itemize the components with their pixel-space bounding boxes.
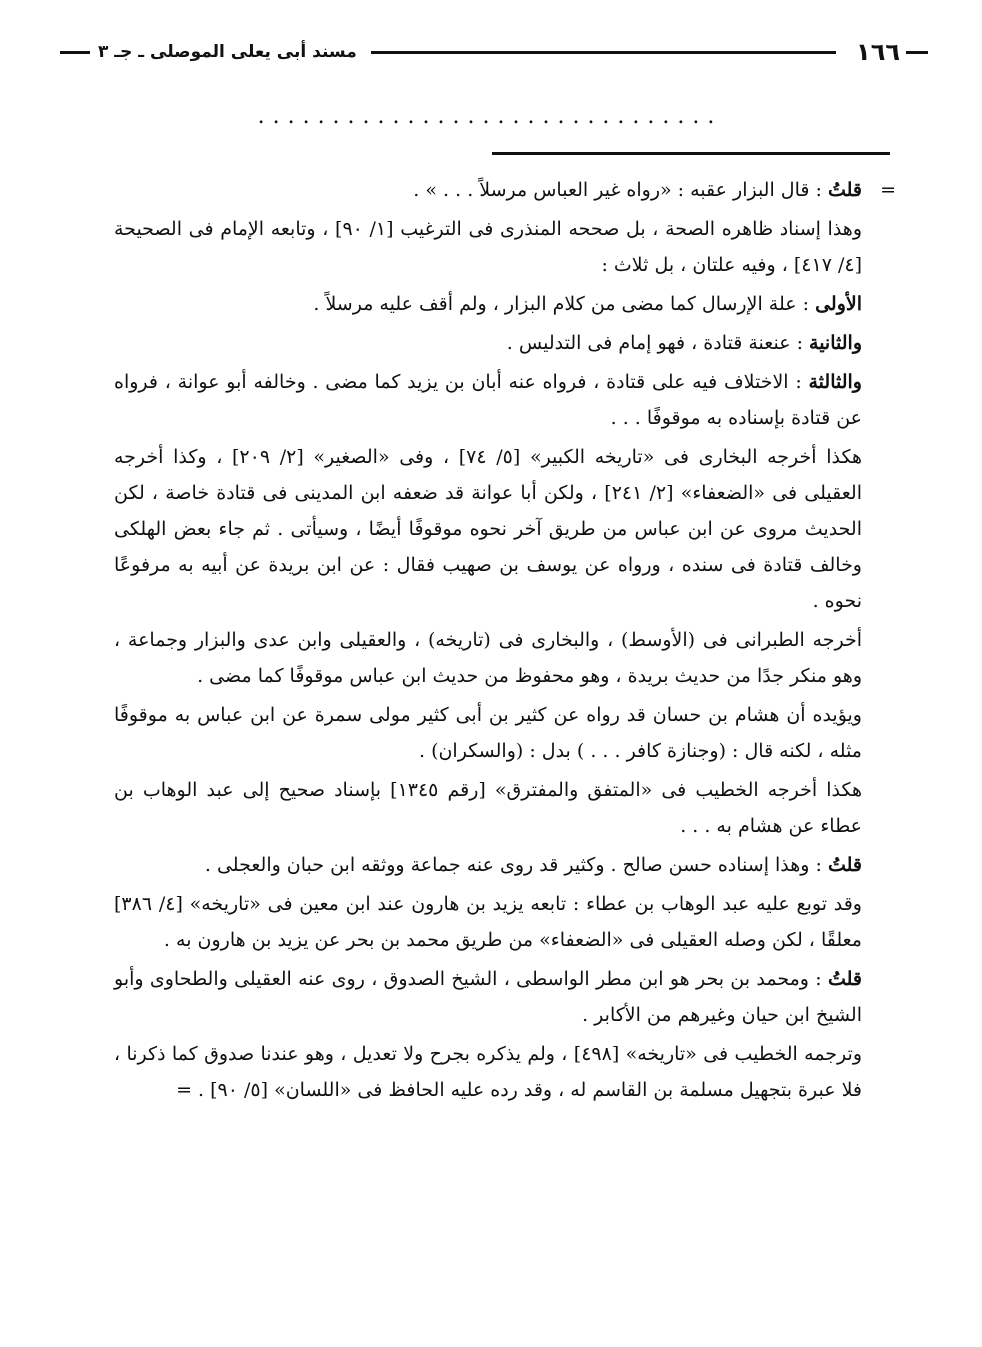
paragraph-text: : الاختلاف فيه على قتادة ، فرواه عنه أبان بن يزيد كما مضى . وخالفه أبو عوانة ، فرواه عن قتادة بإسناده به موقوفًا . . . <box>114 371 862 429</box>
page-header <box>60 34 928 70</box>
paragraph-text: : علة الإرسال كما مضى من كلام البزار ، ولم أقف عليه مرسلاً . <box>313 293 810 315</box>
paragraph-text: وهذا إسناد ظاهره الصحة ، بل صححه المنذرى فى الترغيب [١/ ٩٠] ، وتابعه الإمام فى الصحيحة [٤/ ٤١٧] ، وفيه علتان ، بل ثلاث : <box>114 218 863 276</box>
paragraph-text: : ومحمد بن بحر هو ابن مطر الواسطى ، الشيخ الصدوق ، روى عنه العقيلى والطحاوى وأبو الشيخ ابن حيان وغيرهم من الأكابر . <box>114 968 862 1026</box>
paragraph-lead: والثانية <box>809 332 862 354</box>
paragraph-text: : عنعنة قتادة ، فهو إمام فى التدليس . <box>506 332 803 354</box>
running-title: مسند أبى يعلى الموصلى ـ جـ ٣ <box>98 42 357 62</box>
header-dash-lead <box>906 51 928 54</box>
paragraph-text: هكذا أخرجه الخطيب فى «المتفق والمفترق» [رقم ١٣٤٥] بإسناد صحيح إلى عبد الوهاب بن عطاء عن هشام به . . . <box>114 779 862 837</box>
paragraph <box>114 1036 862 1108</box>
paragraph-text: هكذا أخرجه البخارى فى «تاريخه الكبير» [٥/ ٧٤] ، وفى «الصغير» [٢/ ٢٠٩] ، وكذا أخرجه العقيلى فى «الضعفاء» [٢/ ٢٤١] ، ولكن أبا عوانة قد ضعفه ابن المدينى فى قتادة خاصة ، لكن الحديث مروى عن ابن عباس من طريق آخر نحوه موقوفًا أيضًا ، وسيأتى . ثم جاء بعض الهلكى وخالف قتادة فى سنده ، ورواه عن يوسف بن صهيب فقال : عن ابن بريدة عن أبيه به مرفوعًا نحوه . <box>114 446 862 612</box>
paragraph-lead: والثالثة <box>808 371 862 393</box>
header-rule <box>371 51 836 54</box>
paragraph <box>114 886 862 958</box>
page-number: ١٦٦ <box>856 38 900 66</box>
footnote-separator <box>492 152 890 155</box>
paragraph <box>114 961 862 1033</box>
paragraph <box>114 847 862 883</box>
paragraph <box>114 286 862 322</box>
paragraph <box>114 211 862 283</box>
paragraph-lead: قلتُ <box>827 854 862 876</box>
paragraph <box>114 172 896 208</box>
footnote-body <box>114 172 896 1111</box>
paragraph <box>114 772 862 844</box>
header-dash-tail <box>60 51 90 54</box>
paragraph-text: أخرجه الطبرانى فى (الأوسط) ، والبخارى فى (تاريخه) ، والعقيلى وابن عدى والبزار وجماعة ، وهو منكر جدًا من حديث بريدة ، وهو محفوظ من حديث ابن عباس موقوفًا كما مضى . <box>114 629 862 687</box>
paragraph-lead: قلتُ <box>827 968 862 990</box>
paragraph-text: : وهذا إسناده حسن صالح . وكثير قد روى عنه جماعة ووثقه ابن حبان والعجلى . <box>204 854 822 876</box>
paragraph-text: : قال البزار عقبه : «رواه غير العباس مرسلاً . . . » . <box>413 179 822 201</box>
paragraph <box>114 622 862 694</box>
paragraph-text: وترجمه الخطيب فى «تاريخه» [٤٩٨] ، ولم يذكره بجرح ولا تعديل ، وهو عندنا صدوق كما ذكرنا ، فلا عبرة بتجهيل مسلمة بن القاسم له ، وقد رده عليه الحافظ فى «اللسان» [٥/ ٩٠] . = <box>114 1043 862 1101</box>
continuation-mark: = <box>880 179 896 201</box>
paragraph <box>114 697 862 769</box>
paragraph <box>114 439 862 619</box>
paragraph <box>114 325 862 361</box>
paragraph-lead: قلتُ <box>827 179 862 201</box>
paragraph-lead: الأولى <box>815 293 862 315</box>
paragraph-text: وقد توبع عليه عبد الوهاب بن عطاء : تابعه يزيد بن هارون عند ابن معين فى «تاريخه» [٤/ ٣٨٦] معلقًا ، لكن وصله العقيلى فى «الضعفاء» من طريق محمد بن بحر عن يزيد بن هارون به . <box>114 893 862 951</box>
paragraph <box>114 364 862 436</box>
omission-dots: ............................... <box>257 104 723 129</box>
paragraph-text: ويؤيده أن هشام بن حسان قد رواه عن كثير بن أبى كثير مولى سمرة عن ابن عباس به موقوفًا مثله ، لكنه قال : (وجنازة كافر . . . ) بدل : (والسكران) . <box>114 704 862 762</box>
